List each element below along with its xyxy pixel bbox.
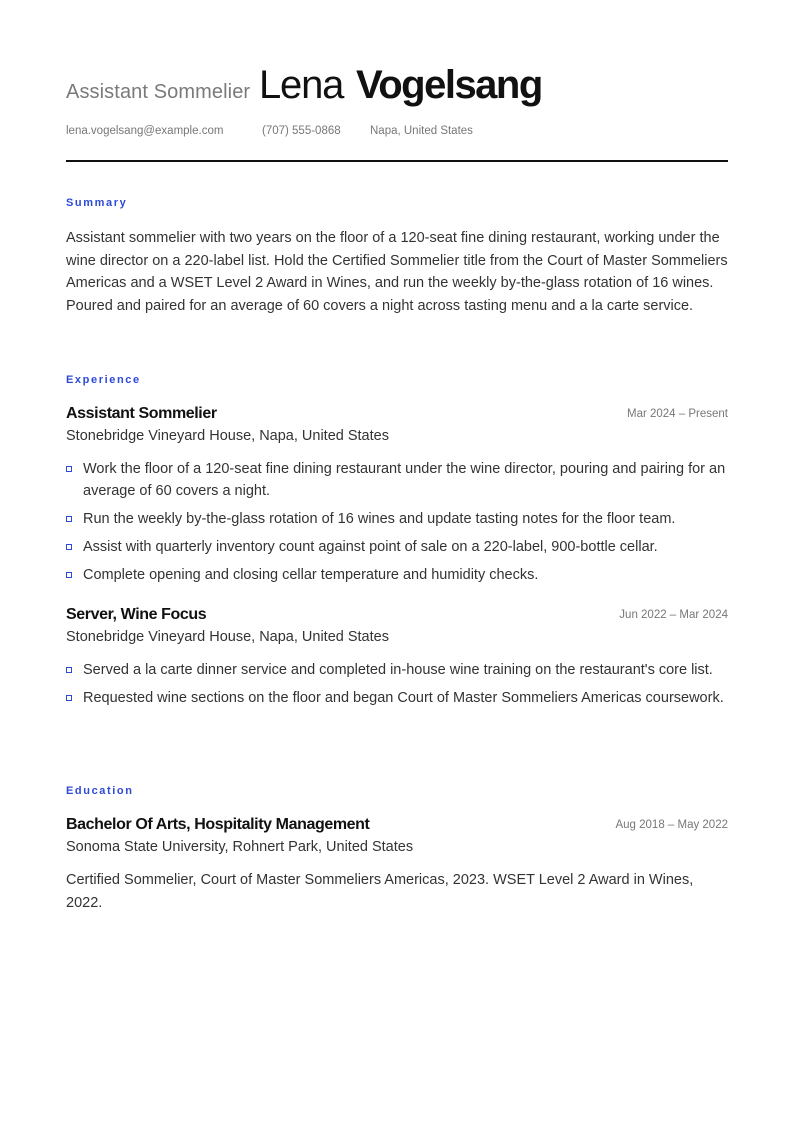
education-heading: Education — [66, 785, 134, 797]
bullet-item — [66, 564, 728, 586]
experience-heading: Experience — [66, 374, 141, 386]
entry-bullets — [66, 458, 728, 591]
education-dates: Aug 2018 – May 2022 — [615, 819, 728, 831]
location: Napa, United States — [370, 125, 473, 137]
bullet-text: Run the weekly by-the-glass rotation of 16 wines and update tasting notes for the floor team. — [83, 511, 676, 528]
square-bullet-icon — [66, 544, 72, 550]
bullet-text: Complete opening and closing cellar temperature and humidity checks. — [83, 566, 539, 583]
last-name: Vogelsang — [356, 63, 542, 107]
school-name: Sonoma State University, Rohnert Park, United States — [66, 839, 414, 855]
first-name: Lena — [259, 63, 344, 107]
square-bullet-icon — [66, 572, 72, 578]
bullet-item — [66, 659, 728, 681]
square-bullet-icon — [66, 466, 72, 472]
square-bullet-icon — [66, 667, 72, 673]
entry-dates: Jun 2022 – Mar 2024 — [619, 609, 728, 621]
email-link[interactable]: lena.vogelsang@example.com — [66, 125, 224, 137]
bullet-text: Work the floor of a 120-seat fine dining restaurant under the wine director, pouring and pairing for an average of 60 covers a night. — [83, 461, 726, 500]
bullet-text: Requested wine sections on the floor and began Court of Master Sommeliers Americas coursework. — [83, 689, 724, 706]
bullet-item — [66, 508, 728, 530]
bullet-item — [66, 458, 728, 503]
entry-bullets — [66, 659, 728, 715]
header-divider — [66, 160, 728, 162]
resume-header — [66, 62, 728, 108]
bullet-text: Served a la carte dinner service and completed in-house wine training on the restaurant's core list. — [83, 662, 713, 678]
phone-number: (707) 555-0868 — [262, 125, 341, 137]
entry-dates: Mar 2024 – Present — [626, 408, 728, 420]
summary-text: Assistant sommelier with two years on the floor of a 120-seat fine dining restaurant, working under the wine director on a 220-label list. Hold the Certified Sommelier title from the Court of Master Sommeliers Americas and a WSET Level 2 Award in Wines, and run the weekly by-the-glass rotation of 16 wines. Poured and paired for an average of 60 covers a night across tasting menu and a la carte service. — [66, 230, 728, 314]
entry-title: Server, Wine Focus — [66, 606, 207, 623]
degree-title: Bachelor Of Arts, Hospitality Management — [66, 816, 370, 833]
job-title: Assistant Sommelier — [66, 81, 251, 103]
bullet-item — [66, 687, 728, 709]
bullet-text: Assist with quarterly inventory count against point of sale on a 220-label, 900-bottle cellar. — [83, 538, 658, 555]
square-bullet-icon — [66, 516, 72, 522]
entry-organization: Stonebridge Vineyard House, Napa, United States — [66, 629, 389, 645]
entry-organization: Stonebridge Vineyard House, Napa, United States — [66, 428, 389, 444]
certifications-note: Certified Sommelier, Court of Master Sommeliers Americas, 2023. WSET Level 2 Award in Wines, 2022. — [66, 872, 694, 911]
square-bullet-icon — [66, 695, 72, 701]
summary-heading: Summary — [66, 197, 128, 209]
entry-title: Assistant Sommelier — [66, 405, 217, 422]
bullet-item — [66, 536, 728, 558]
